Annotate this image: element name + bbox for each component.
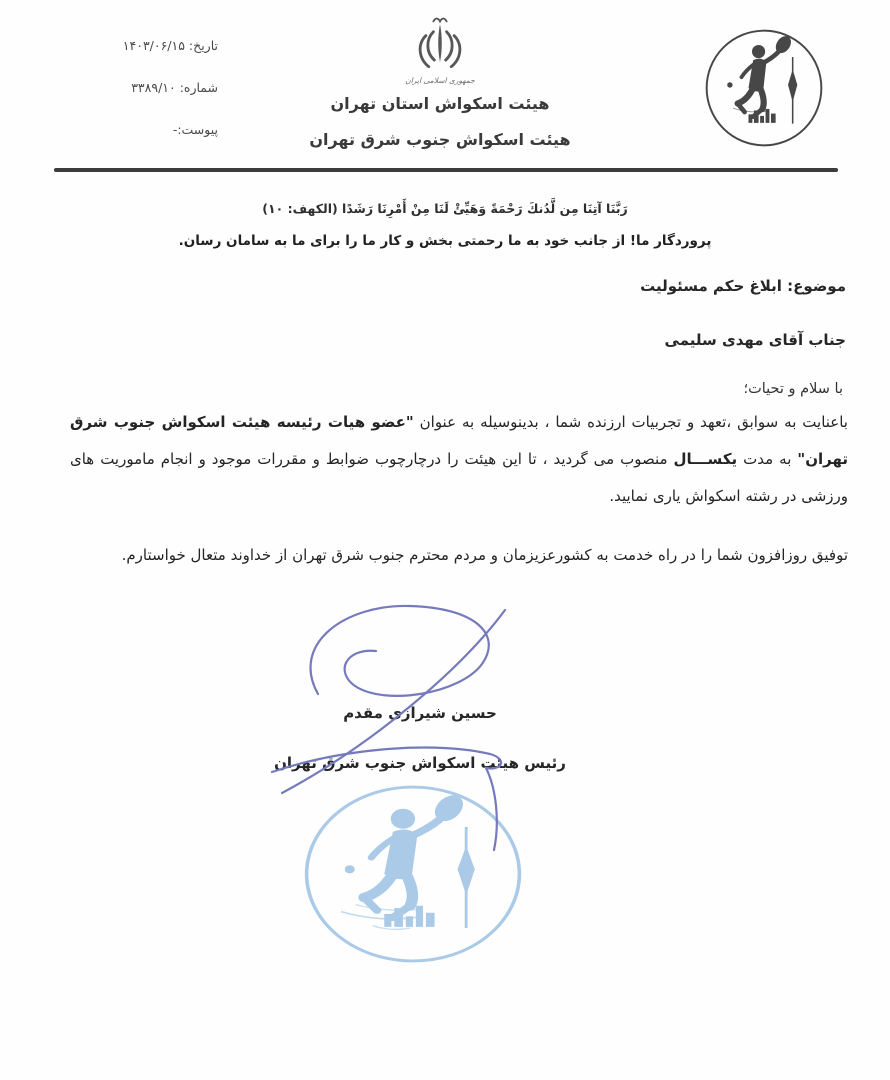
quran-verse-translation: پروردگار ما! از جانب خود به ما رحمتی بخش و کار ما را برای ما به سامان رسان. (178, 233, 712, 249)
salutation-line: با سلام و تحیات؛ (743, 381, 843, 397)
duration-emphasis: یکســـال (673, 450, 738, 468)
iran-emblem-icon (300, 14, 580, 80)
org-name-province: هیئت اسکواش استان تهران (330, 94, 550, 113)
date-field: تاریخ: ۱۴۰۳/۰۶/۱۵ (122, 38, 218, 53)
attachment-field: پیوست:- (172, 122, 218, 137)
letterhead-center (300, 14, 580, 149)
body-text: به مدت (737, 450, 798, 468)
emblem-caption: جمهوری اسلامی ایران (405, 76, 475, 85)
club-blue-stamp-icon (298, 780, 528, 968)
body-paragraph-1 (70, 404, 848, 515)
letter-meta-block (72, 38, 218, 164)
appointment-title-emphasis: "عضو هیات رئیسه هیئت اسکواش جنوب شرق تهران" (70, 413, 849, 468)
body-text: منصوب می گردید ، تا این هیئت را درچارچوب ضوابط و مقررات موجود و انجام ماموریت های ورزشی در رشته اسکواش یاری نمایید. (70, 450, 848, 505)
signatory-name: حسین شیرازی مقدم (343, 704, 497, 722)
addressee-line: جناب آقای مهدی سلیمی (664, 331, 846, 349)
number-field: شماره: ۳۳۸۹/۱۰ (131, 80, 218, 95)
body-text: باعنایت به سوابق ،تعهد و تجربیات ارزنده شما ، بدینوسیله به عنوان (413, 413, 848, 431)
signatory-title: رئیس هیئت اسکواش جنوب شرق تهران (274, 754, 566, 772)
quran-verse-arabic: رَبَّنَا آتِنَا مِن لَّدُنكَ رَحْمَةً وَهَيِّئْ لَنَا مِنْ أَمْرِنَا رَشَدًا (الکهف: ۱۰) (262, 201, 628, 216)
org-name-district: هیئت اسکواش جنوب شرق تهران (309, 130, 571, 149)
header-divider-rule (54, 168, 838, 172)
body-paragraph-2: توفیق روزافزون شما را در راه خدمت به کشورعزیزمان و مردم محترم جنوب شرق تهران از خداوند متعال خواستارم. (121, 546, 848, 564)
squash-player-logo-icon (702, 24, 826, 152)
subject-line: موضوع: ابلاغ حکم مسئولیت (640, 277, 846, 295)
